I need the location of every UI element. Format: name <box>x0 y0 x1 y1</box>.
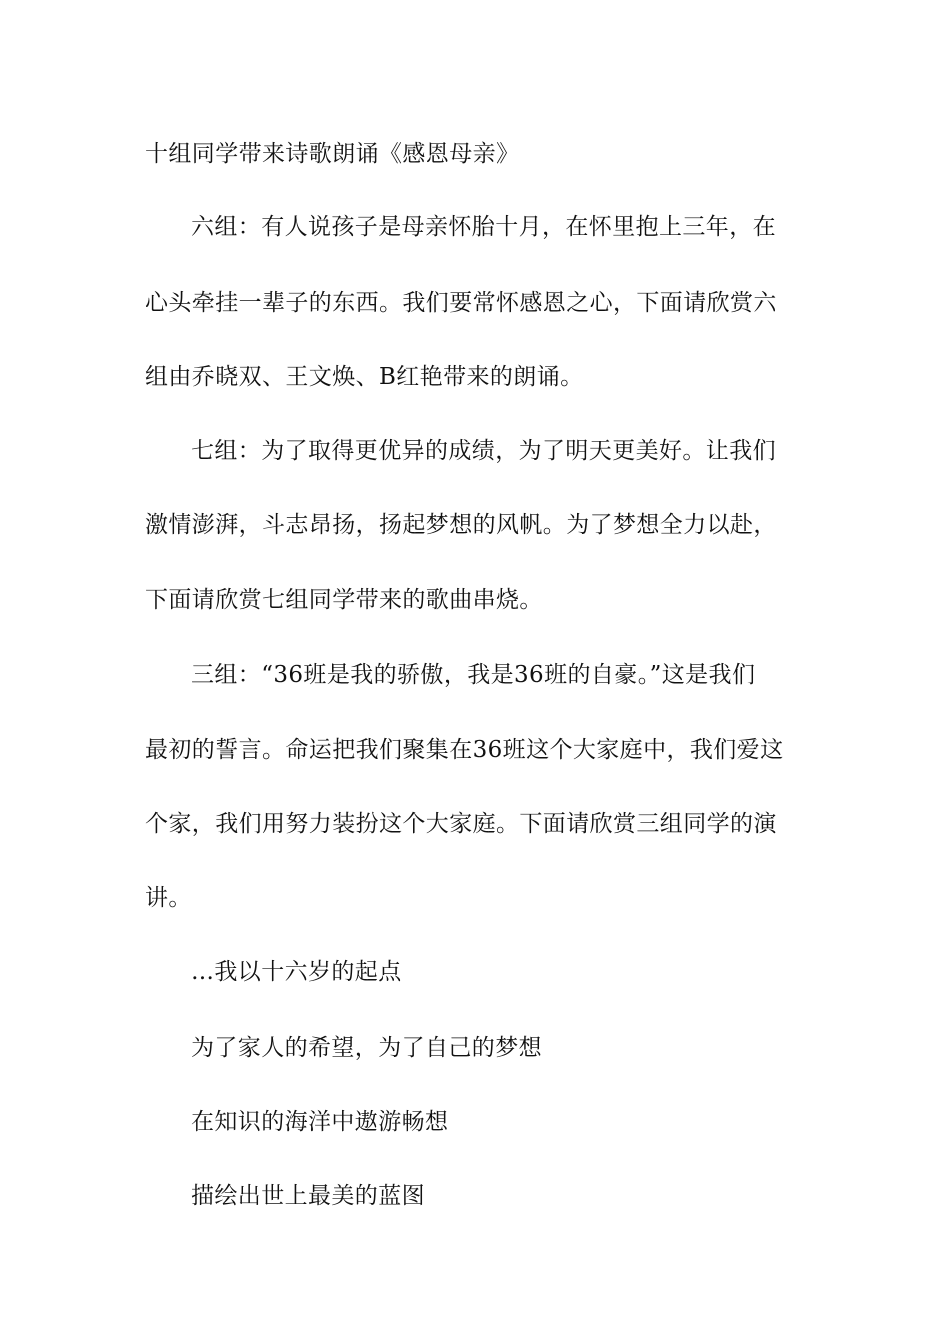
text-line: 讲。 <box>145 885 192 911</box>
poem-line: …我以十六岁的起点 <box>191 959 402 985</box>
text-line: 十组同学带来诗歌朗诵《感恩母亲》 <box>145 141 520 167</box>
text-line: 下面请欣赏七组同学带来的歌曲串烧。 <box>145 587 543 613</box>
text-line: 组由乔晓双、王文焕、B红艳带来的朗诵。 <box>145 364 584 390</box>
text-line: 心头牵挂一辈子的东西。我们要常怀感恩之心，下面请欣赏六 <box>145 290 777 316</box>
paragraph-start-line: 三组：“36班是我的骄傲，我是36班的自豪。”这是我们 <box>191 662 756 688</box>
poem-line: 为了家人的希望，为了自己的梦想 <box>191 1035 542 1061</box>
text-line: 个家，我们用努力装扮这个大家庭。下面请欣赏三组同学的演 <box>145 811 777 837</box>
poem-line: 描绘出世上最美的蓝图 <box>191 1183 425 1209</box>
poem-line: 在知识的海洋中遨游畅想 <box>191 1109 449 1135</box>
paragraph-start-line: 六组：有人说孩子是母亲怀胎十月，在怀里抱上三年，在 <box>191 214 776 240</box>
text-line: 激情澎湃，斗志昂扬，扬起梦想的风帆。为了梦想全力以赴， <box>145 512 777 538</box>
text-line: 最初的誓言。命运把我们聚集在36班这个大家庭中，我们爱这 <box>145 737 784 763</box>
paragraph-start-line: 七组：为了取得更优异的成绩，为了明天更美好。让我们 <box>191 438 776 464</box>
